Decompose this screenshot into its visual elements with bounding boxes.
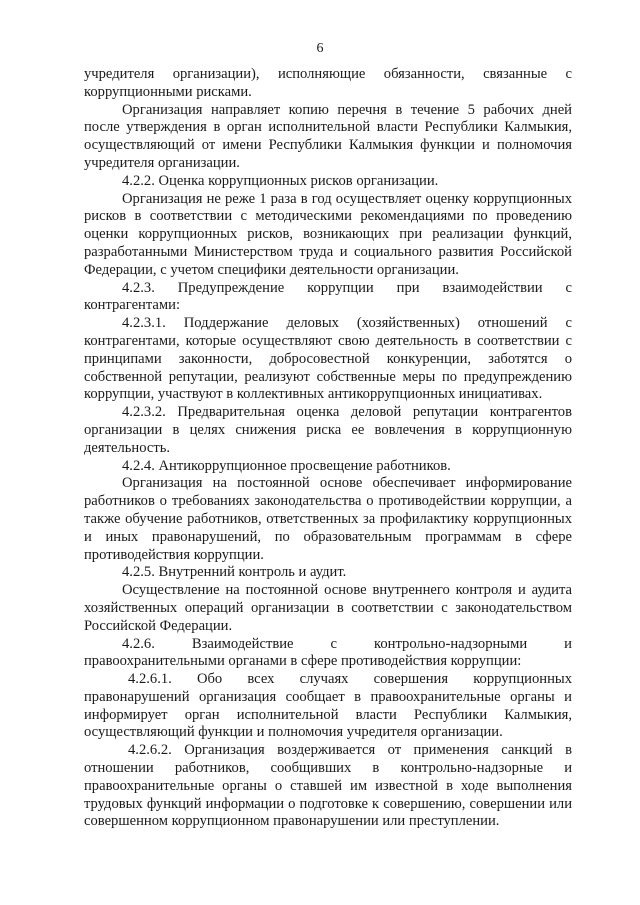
paragraph-continuation: учредителя организации), исполняющие обязанности, связанные с коррупционными рисками.: [84, 66, 572, 100]
paragraph-4-2-6-1: 4.2.6.1. Обо всех случаях совершения коррупционных правонарушений организация сообщает в правоохранительные органы и информирует орган исполнительной власти Республики Калмыкия, осуществляющий функции и полномочия учредителя организации.: [84, 671, 572, 741]
paragraph-list-submission: Организация направляет копию перечня в течение 5 рабочих дней после утверждения в орган исполнительной власти Республики Калмыкия, осуществляющий от имени Республики Калмыкия функции и полномочия учредителя организации.: [84, 101, 572, 171]
paragraph-education: Организация на постоянной основе обеспечивает информирование работников о требованиях законодательства о противодействии коррупции, а также обучение работников, ответственных за профилактику коррупционных и иных правонарушений, по образовательным программам в сфере противодействия коррупции.: [84, 475, 572, 563]
section-heading-4-2-6: 4.2.6. Взаимодействие с контрольно-надзорными и правоохранительными органами в сфере противодействия коррупции:: [84, 635, 572, 670]
section-heading-4-2-2: 4.2.2. Оценка коррупционных рисков организации.: [122, 172, 439, 189]
paragraph-audit: Осуществление на постоянной основе внутреннего контроля и аудита хозяйственных операций организации в соответствии с законодательством Российской Федерации.: [84, 582, 572, 634]
paragraph-4-2-3-1: 4.2.3.1. Поддержание деловых (хозяйственных) отношений с контрагентами, которые осуществляют свою деятельность в соответствии с принципами законности, добросовестной конкуренции, заботятся о собственной репутации, реализуют собственные меры по предупреждению коррупции, участвуют в коллективных антикоррупционных инициативах.: [84, 315, 572, 403]
section-heading-4-2-4: 4.2.4. Антикоррупционное просвещение работников.: [122, 457, 451, 474]
section-heading-4-2-5: 4.2.5. Внутренний контроль и аудит.: [122, 564, 347, 581]
section-heading-4-2-3: 4.2.3. Предупреждение коррупции при взаимодействии с контрагентами:: [84, 279, 572, 314]
paragraph-risk-assessment: Организация не реже 1 раза в год осуществляет оценку коррупционных рисков в соответствии с методическими рекомендациями по проведению оценки коррупционных рисков, возникающих при реализации функций, разработанными Министерством труда и социального развития Российской Федерации, с учетом специфики деятельности организации.: [84, 190, 572, 278]
document-body: [84, 66, 572, 831]
paragraph-4-2-3-2: 4.2.3.2. Предварительная оценка деловой репутации контрагентов организации в целях снижения риска ее вовлечения в коррупционную деятельность.: [84, 404, 572, 456]
paragraph-4-2-6-2: 4.2.6.2. Организация воздерживается от применения санкций в отношении работников, сообщивших в контрольно-надзорные и правоохранительные органы о ставшей им известной в ходе выполнения трудовых функций информации о подготовке к совершению, совершении или совершенном коррупционном правонарушении или преступлении.: [84, 742, 572, 830]
page-number: 6: [316, 41, 324, 56]
